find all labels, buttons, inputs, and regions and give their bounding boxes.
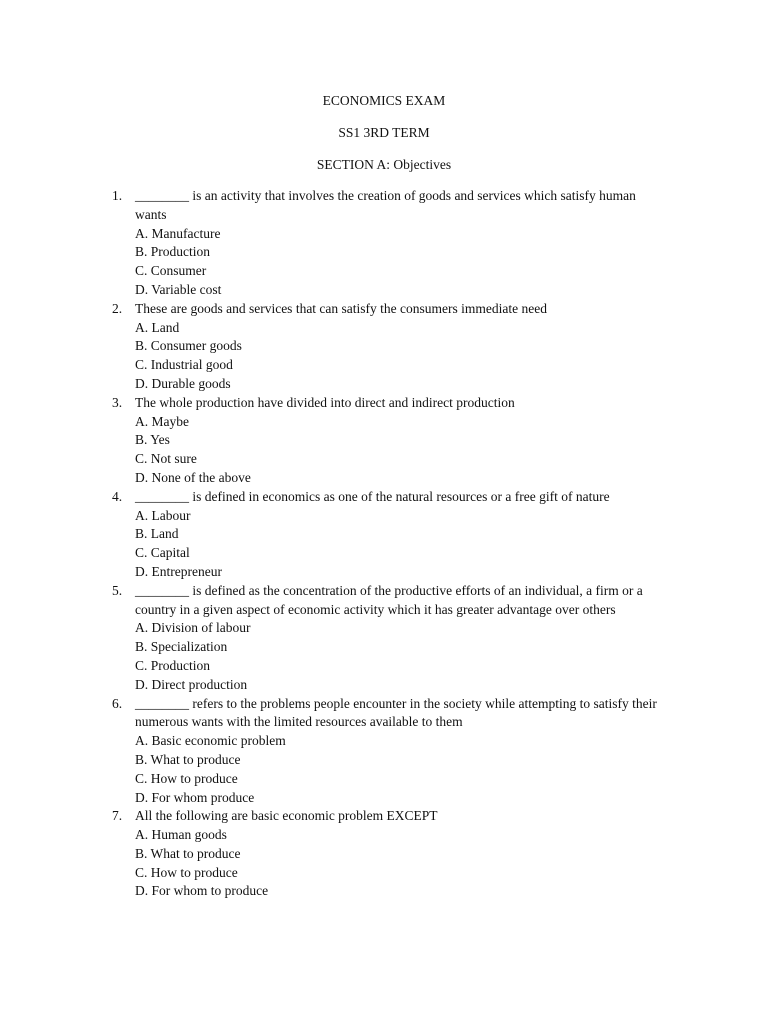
question-text: ________ refers to the problems people encounter in the society while attempting to satisfy their numerous wants with the limited resources available to them: [135, 695, 657, 730]
question-item: [112, 187, 657, 300]
answer-option: A. Labour: [135, 507, 191, 523]
answer-option: A. Manufacture: [135, 225, 221, 241]
question-number: 6.: [112, 695, 123, 711]
question-number: 4.: [112, 488, 123, 504]
answer-option: C. How to produce: [135, 864, 238, 880]
answer-option: D. For whom produce: [135, 789, 255, 805]
answer-option: D. Variable cost: [135, 281, 222, 297]
question-item: [112, 300, 657, 394]
answer-option: B. Specialization: [135, 639, 228, 655]
answer-option: A. Land: [135, 319, 180, 335]
answer-option: B. What to produce: [135, 845, 241, 861]
answer-option: B. What to produce: [135, 751, 241, 767]
question-item: [112, 394, 657, 488]
question-item: [112, 695, 657, 808]
answer-option: B. Consumer goods: [135, 338, 242, 354]
exam-title: ECONOMICS EXAM: [322, 93, 446, 108]
question-text: ________ is an activity that involves the creation of goods and services which satisfy human wants: [135, 188, 636, 222]
question-item: [112, 582, 657, 695]
answer-option: C. How to produce: [135, 770, 238, 786]
answer-option: C. Capital: [135, 545, 190, 561]
answer-option: D. Entrepreneur: [135, 563, 222, 579]
question-number: 3.: [112, 394, 123, 410]
question-item: [112, 488, 657, 582]
answer-option: B. Yes: [135, 432, 170, 448]
answer-option: C. Industrial good: [135, 357, 233, 373]
class-term: SS1 3RD TERM: [338, 125, 430, 140]
answer-option: D. None of the above: [135, 469, 251, 485]
question-number: 7.: [112, 808, 123, 824]
question-text: The whole production have divided into direct and indirect production: [135, 394, 515, 410]
answer-option: A. Human goods: [135, 827, 227, 843]
question-list: [112, 187, 657, 901]
question-text: These are goods and services that can satisfy the consumers immediate need: [135, 300, 547, 316]
answer-option: C. Production: [135, 657, 211, 673]
question-number: 5.: [112, 582, 123, 598]
question-text: ________ is defined in economics as one of the natural resources or a free gift of nature: [135, 488, 610, 504]
answer-option: D. Direct production: [135, 676, 248, 692]
answer-option: D. Durable goods: [135, 375, 231, 391]
question-number: 2.: [112, 300, 123, 316]
question-text: ________ is defined as the concentration of the productive efforts of an individual, a firm or a country in a given aspect of economic activity which it has greater advantage over others: [135, 582, 643, 617]
question-text: All the following are basic economic problem EXCEPT: [135, 808, 438, 824]
answer-option: C. Not sure: [135, 451, 197, 467]
answer-option: D. For whom to produce: [135, 883, 269, 899]
answer-option: B. Production: [135, 244, 211, 260]
question-number: 1.: [112, 188, 123, 203]
answer-option: A. Division of labour: [135, 620, 251, 636]
answer-option: C. Consumer: [135, 263, 207, 279]
section-heading: SECTION A: Objectives: [316, 157, 452, 172]
answer-option: B. Land: [135, 526, 179, 542]
answer-option: A. Basic economic problem: [135, 733, 286, 749]
question-item: [112, 807, 657, 901]
answer-option: A. Maybe: [135, 413, 189, 429]
